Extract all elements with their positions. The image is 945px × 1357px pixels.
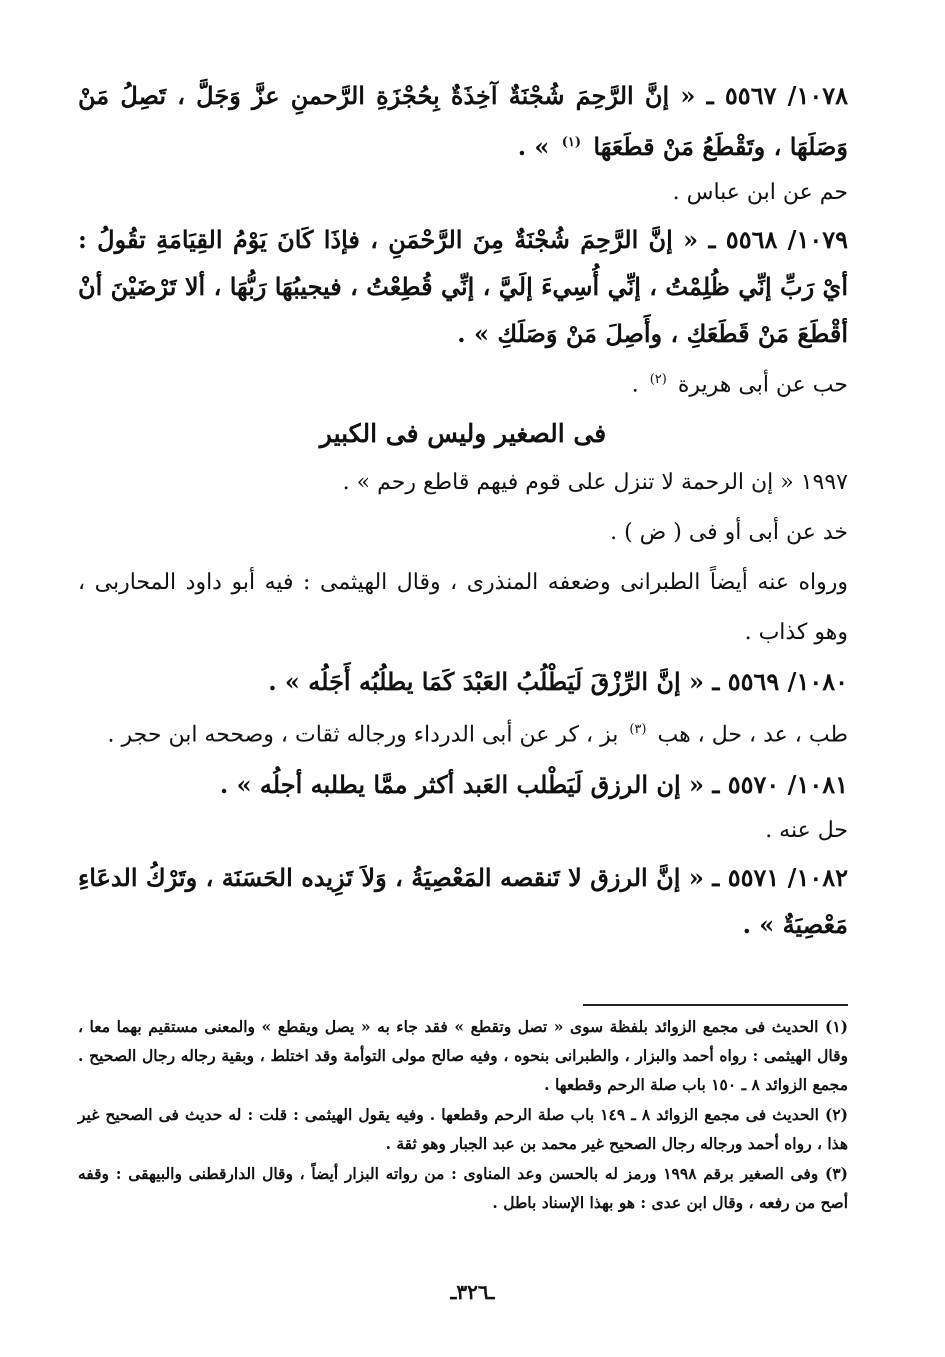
source-rest: بز ، كر عن أبى الدرداء ورجاله ثقات ، وصححه ابن حجر .: [107, 722, 619, 748]
hadith-1078: [78, 72, 848, 170]
source-end: .: [631, 372, 639, 398]
source-text: طب ، عد ، حل ، هب: [657, 722, 848, 748]
main-text: [78, 72, 848, 948]
section-heading: فى الصغير وليس فى الكبير: [319, 419, 607, 449]
hadith-1079: ١٠٧٩/ ٥٥٦٨ ـ « إنَّ الرَّحِمَ شُجْنَةٌ مِنَ الرَّحْمَنِ ، فإذَا كَانَ يَوْمُ القِيَامَةِ تقُولُ : أيْ رَبِّ إنِّي ظُلِمْتُ ، إنِّي أُسِيءَ إلَيَّ ، إنِّي قُطِعْتُ ، فيجيبُهَا رَبُّهَا ، ألا تَرْضَيْنَ أنْ أقْطَعَ مَنْ قَطَعَكِ ، وأَصِلَ مَنْ وَصَلَكِ » .: [78, 225, 848, 348]
hadith-text: ١٠٧٨/ ٥٥٦٧ ـ « إنَّ الرَّحِمَ شُجْنَةٌ آخِذَةٌ بِحُجْزَةِ الرَّحمنِ عزَّ وَجَلَّ ، تَصِلُ مَنْ وَصَلَهَا ، وتَقْطَعُ مَنْ قطَعَهَا: [78, 81, 849, 161]
small-hadith-1997: ١٩٩٧ « إن الرحمة لا تنزل على قوم فيهم قاطع رحم » .: [342, 470, 848, 496]
page-number: ـ٣٢٦ـ: [450, 1280, 495, 1304]
footnote-ref: (٣): [629, 722, 647, 738]
footnote-1: (١) الحديث فى مجمع الزوائد بلفظة سوى « تصل وتقطع » فقد جاء به « يصل ويقطع » والمعنى مستقيم بهما معا ، وقال الهيثمى : رواه أحمد والبزار ، والطبرانى بنحوه ، وفيه صالح مولى التوأمة وقد اختلط ، وبقية رجاله رجال الصحيح . مجمع الزوائد ٨ ـ ١٥٠ باب صلة الرحم وقطعها .: [78, 1017, 848, 1094]
commentary: ورواه عنه أيضاً الطبرانى وضعفه المنذرى ، وقال الهيثمى : فيه أبو داود المحاربى ، وهو كذاب .: [78, 570, 848, 646]
source-line: [78, 705, 848, 760]
footnotes: [78, 1012, 848, 1218]
footnote-ref: (٢): [649, 372, 667, 387]
source-line: حل عنه .: [765, 817, 848, 843]
footnote-ref: (١): [561, 135, 582, 150]
hadith-1081: ١٠٨١/ ٥٥٧٠ ـ « إن الرزق لَيَطْلب العَبد أكثر ممَّا يطلبه أجلُه » .: [219, 769, 848, 799]
source-line: حم عن ابن عباس .: [672, 180, 848, 205]
source-text: حب عن أبى هريرة: [677, 372, 848, 398]
footnote-2: (٢) الحديث فى مجمع الزوائد ٨ ـ ١٤٩ باب صلة الرحم وقطعها . وفيه يقول الهيثمى : قلت : له حديث فى الصحيح غير هذا ، رواه أحمد ورجاله رجال الصحيح غير محمد بن عبد الجبار وهو ثقة .: [78, 1105, 848, 1153]
source-line: [78, 357, 848, 408]
footnote-divider: [583, 1004, 848, 1006]
hadith-end: » .: [517, 132, 550, 161]
footnote-3: (٣) وفى الصغير برقم ١٩٩٨ ورمز له بالحسن وعد المناوى : من رواته البزار أيضاً ، وقال الدارقطنى والبيهقى : وقفه أصح من رفعه ، وقال ابن عدى : هو بهذا الإسناد باطل .: [78, 1164, 848, 1212]
source-line: خد عن أبى أو فى ( ض ) .: [610, 520, 848, 546]
hadith-1080: ١٠٨٠/ ٥٥٦٩ ـ « إنَّ الرِّزْقَ لَيَطْلُبُ العَبْدَ كَمَا يطلُبُه أَجَلُه » .: [268, 667, 848, 697]
hadith-1082: ١٠٨٢/ ٥٥٧١ ـ « إنَّ الرزق لا تَنقصه المَعْصِيَةُ ، وَلاَ تَزِيده الحَسَنَة ، وتَرْكُ الدعَاءِ مَعْصِيَةٌ » .: [78, 862, 849, 939]
